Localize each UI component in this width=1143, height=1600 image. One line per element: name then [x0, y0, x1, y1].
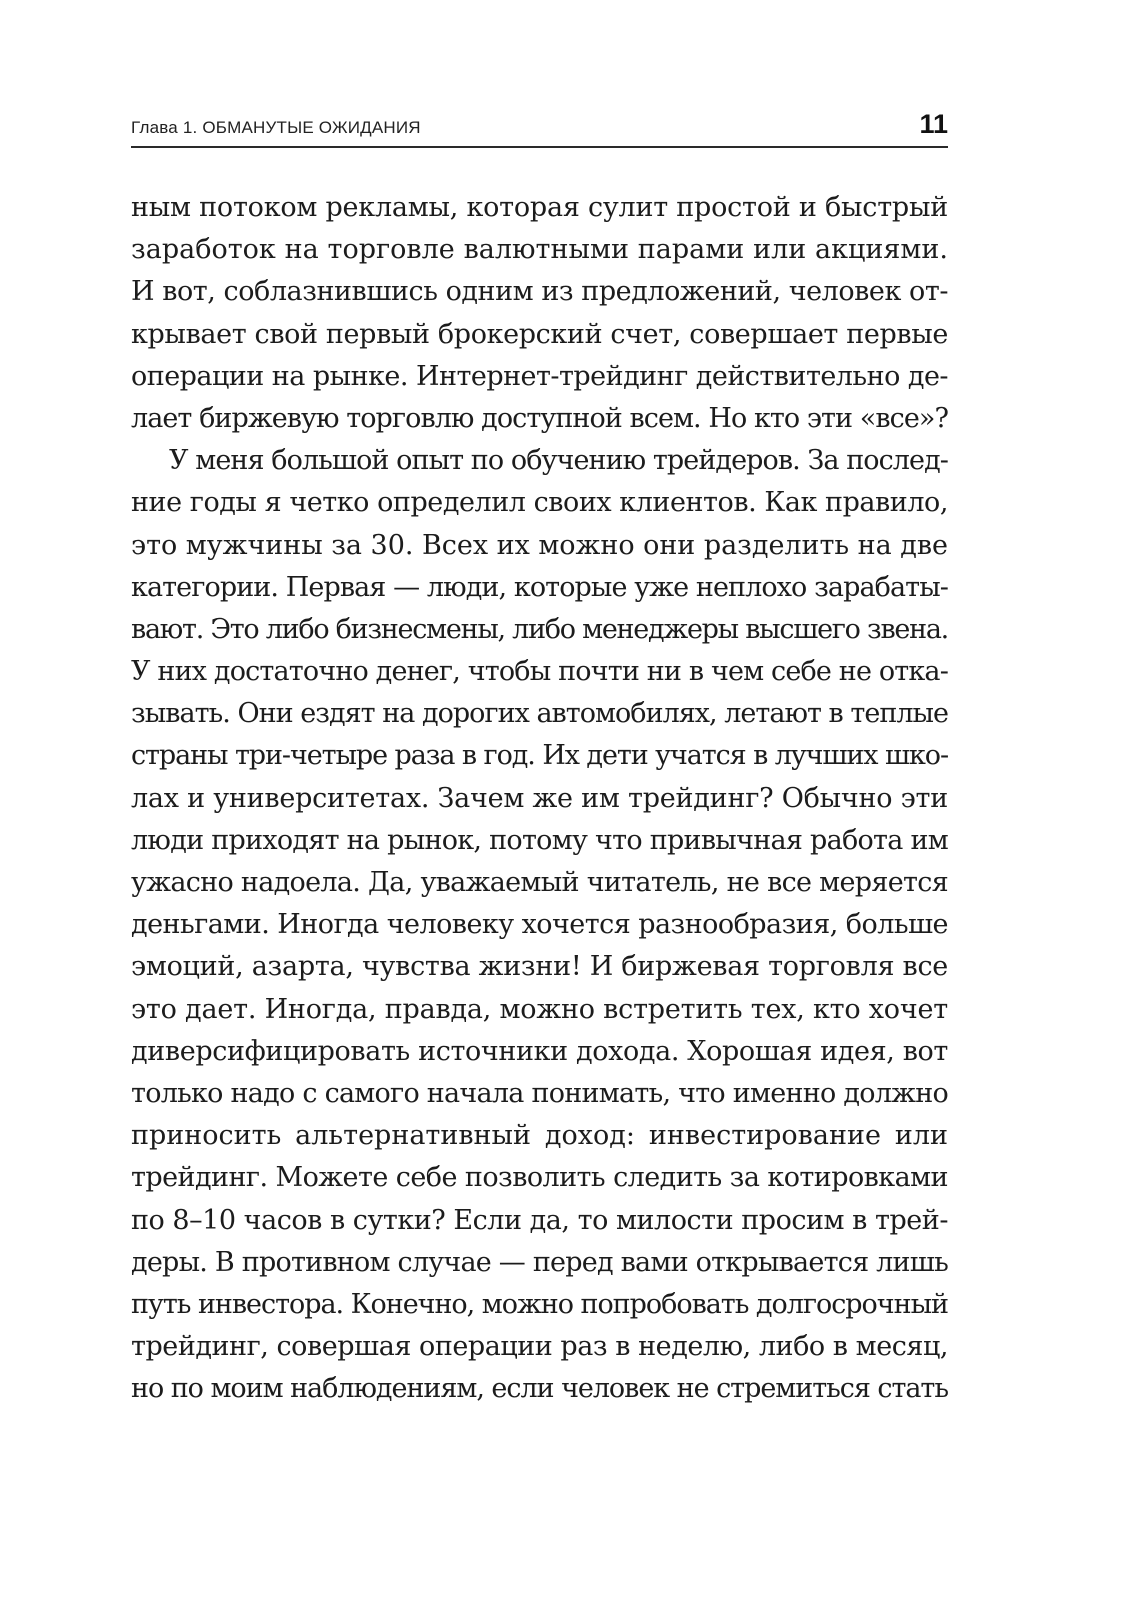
text-line: деньгами. Иногда человеку хочется разнообразия, больше [131, 909, 948, 941]
text-line: ужасно надоела. Да, уважаемый читатель, не все меряется [131, 867, 948, 898]
text-line: но по моим наблюдениям, если человек не стремиться стать [131, 1373, 948, 1405]
text-line: диверсифицировать источники дохода. Хорошая идея, вот [131, 1035, 948, 1067]
text-line: люди приходят на рынок, потому что привычная работа им [131, 824, 948, 856]
text-line: заработок на торговле валютными парами или акциями. [131, 234, 948, 266]
text-line: зывать. Они ездят на дорогих автомобилях, летают в теплые [131, 698, 948, 730]
text-line: это дает. Иногда, правда, можно встретить тех, кто хочет [131, 993, 948, 1025]
text-line: эмоций, азарта, чувства жизни! И биржевая торговля все [131, 951, 948, 983]
text-line: У них достаточно денег, чтобы почти ни в чем себе не отка- [131, 656, 948, 688]
text-line: крывает свой первый брокерский счет, совершает первые [131, 318, 948, 350]
text-line: категории. Первая — люди, которые уже неплохо зарабаты- [131, 571, 948, 603]
page-number: 11 [919, 109, 948, 139]
text-line: И вот, соблазнившись одним из предложений, человек от- [131, 276, 948, 308]
text-line: приносить альтернативный доход: инвестирование или [131, 1120, 948, 1152]
text-line: трейдинг. Можете себе позволить следить за котировками [131, 1162, 948, 1194]
text-line: ние годы я четко определил своих клиентов. Как правило, [131, 487, 948, 519]
text-line: лах и университетах. Зачем же им трейдинг? Обычно эти [131, 782, 948, 814]
running-header [131, 106, 948, 148]
text-line: по 8–10 часов в сутки? Если да, то милости просим в трей- [131, 1204, 948, 1236]
text-line: это мужчины за 30. Всех их можно они разделить на две [131, 529, 948, 561]
text-line: вают. Это либо бизнесмены, либо менеджеры высшего звена. [131, 613, 948, 645]
body-text [131, 187, 948, 1410]
text-line: операции на рынке. Интернет-трейдинг действительно де- [131, 360, 948, 392]
text-line: только надо с самого начала понимать, что именно должно [131, 1077, 948, 1109]
text-line: трейдинг, совершая операции раз в неделю, либо в месяц, [131, 1331, 948, 1363]
text-line: ным потоком рекламы, которая сулит простой и быстрый [131, 192, 948, 223]
text-line: деры. В противном случае — перед вами открывается лишь [131, 1246, 948, 1278]
text-line: У меня большой опыт по обучению трейдеров. За послед- [169, 445, 948, 477]
text-line: лает биржевую торговлю доступной всем. Но кто эти «все»? [131, 402, 948, 434]
chapter-title: Глава 1. ОБМАНУТЫЕ ОЖИДАНИЯ [131, 118, 421, 137]
text-line: страны три-четыре раза в год. Их дети учатся в лучших шко- [131, 740, 948, 772]
text-line: путь инвестора. Конечно, можно попробовать долгосрочный [131, 1288, 948, 1320]
